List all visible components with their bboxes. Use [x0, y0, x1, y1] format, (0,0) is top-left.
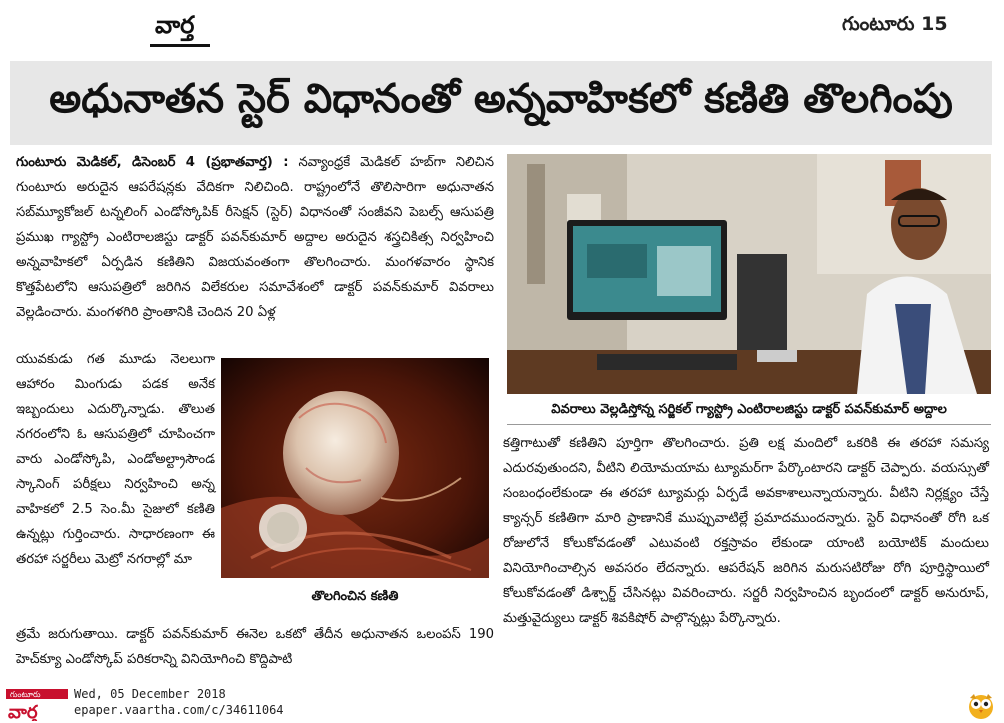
dateline: గుంటూరు మెడికల్, డిసెంబర్ 4 (ప్రభాతవార్త) : [16, 155, 289, 170]
footer-logo-small-text: గుంటూరు [10, 690, 41, 699]
footer-logo-text: వార్త [8, 702, 38, 721]
footer-date: Wed, 05 December 2018 [74, 687, 226, 701]
footer-url[interactable]: epaper.vaartha.com/c/34611064 [74, 703, 284, 717]
masthead-underline [150, 44, 210, 47]
tumor-photo-graphic [221, 358, 489, 578]
footer-logo [4, 687, 70, 721]
doctor-photo-graphic [507, 154, 991, 394]
tumor-photo [221, 358, 489, 578]
page-label: గుంటూరు 15 [842, 13, 948, 35]
article-right-column: కత్తిగాటుతో కణితిని పూర్తిగా తొలగించారు. ప్రతి లక్ష మందిలో ఒకరికి ఈ తరహా సమస్య ఎదురవుతుందని, వీటిని లియోమయామ ట్యూమర్‌గా పేర్కొంటారని డాక్టర్ చెప్పారు. వయస్సుతో సంబంధంలేకుండా ఈ తరహా ట్యూమర్లు ఏర్పడే అవకాశాలున్నాయన్నారు. వీటిని నిర్లక్ష్యం చేస్తే క్యాన్సర్ కణితిగా మారి ప్రాణానికే ముప్పువాటిల్లే ప్రమాదముందన్నారు. స్టెర్ విధానంతో రోగి ఒక రోజులోనే కోలుకోవడంతో ఎటువంటి రక్తస్రావం లేకుండా యాంటి బయోటిక్ మందులు వినియోగించాల్సిన అవసరం లేదన్నారు. ఆపరేషన్ జరిగిన మరుసటిరోజు రోగి పూర్తిస్థాయిలో కోలుకోవడంతో డిశ్చార్జ్ చేసినట్లు వివరించారు. సర్జరీ నిర్వహించిన బృందంలో డాక్టర్ అనురూప్, మత్తువైద్యులు డాక్టర్ శివకిషోర్ పాల్గొన్నట్లు పేర్కొన్నారు. [503, 436, 989, 626]
article-narrow-column: యువకుడు గత మూడు నెలలుగా ఆహారం మింగుడు పడక అనేక ఇబ్బందులు ఎదుర్కొన్నాడు. తొలుత నగరంలోని ఓ ఆసుపత్రిలో చూపించగా వారు ఎండోస్కోపి, ఎండోఅల్ట్రాసౌండ స్కానింగ్ పరీక్షలు నిర్వహించి అన్న వాహికలో 2.5 సెం.మీ సైజులో కణితి ఉన్నట్లు గుర్తించారు. సాధారణంగా ఈ తరహా సర్జరీలు మెట్రో నగరాల్లో మా [16, 352, 215, 567]
headline: అధునాతన స్టెర్ విధానంతో అన్నవాహికలో కణితి తొలగింపు [49, 74, 953, 122]
headline-box [10, 61, 992, 145]
vaartha-logo [4, 687, 70, 721]
doctor-photo-caption: వివరాలు వెల్లడిస్తోన్న సర్జికల్ గ్యాస్ట్రో ఎంటిరాలజిస్టు డాక్టర్ పవన్‌కుమార్ అద్దాల [507, 397, 991, 425]
doctor-photo [507, 154, 991, 394]
article-intro [16, 150, 494, 325]
masthead-logo: వార్త [155, 10, 195, 39]
intro-text: నవ్యాంధ్రకే మెడికల్ హబ్‌గా నిలిచిన గుంటూరు అరుదైన ఆపరేషన్లకు వేదికగా నిలిచింది. రాష్ట్రంలోనే తొలిసారిగా అధునాతన సబ్‌మ్యూకోజల్ టన్నలింగ్ ఎండోస్కోపిక్ రీసెక్షన్ (స్టెర్) విధానంతో సంజీవని పెబల్స్ ఆసుపత్రి ప్రముఖ గ్యాస్ట్రో ఎంటిరాలజిస్టు డాక్టర్ పవన్‌కుమార్ అద్దాల అరుదైన శస్త్రచికిత్స నిర్వహించి అన్నవాహికలో ఏర్పడిన కణితిని విజయవంతంగా తొలగించారు. మంగళవారం స్థానిక కొత్తపేటలోని ఆసుపత్రిలో జరిగిన విలేకరుల సమావేశంలో డాక్టర్ పవన్‌కుమార్ వివరాలు వెల్లడించారు. మంగళగిరి ప్రాంతానికి చెందిన 20 ఏళ్ల [16, 155, 494, 320]
owl-icon [966, 690, 996, 720]
article-bottom: త్రమే జరుగుతాయి. డాక్టర్ పవన్‌కుమార్ ఈనెల ఒకటో తేదీన అధునాతన ఒలంపస్ 190 హెచ్‌క్యూ ఎండోస్కోప్ పరికరాన్ని వినియోగించి కొద్దిపాటి [16, 627, 494, 667]
tumor-photo-caption: తొలగించిన కణితి [311, 589, 399, 604]
